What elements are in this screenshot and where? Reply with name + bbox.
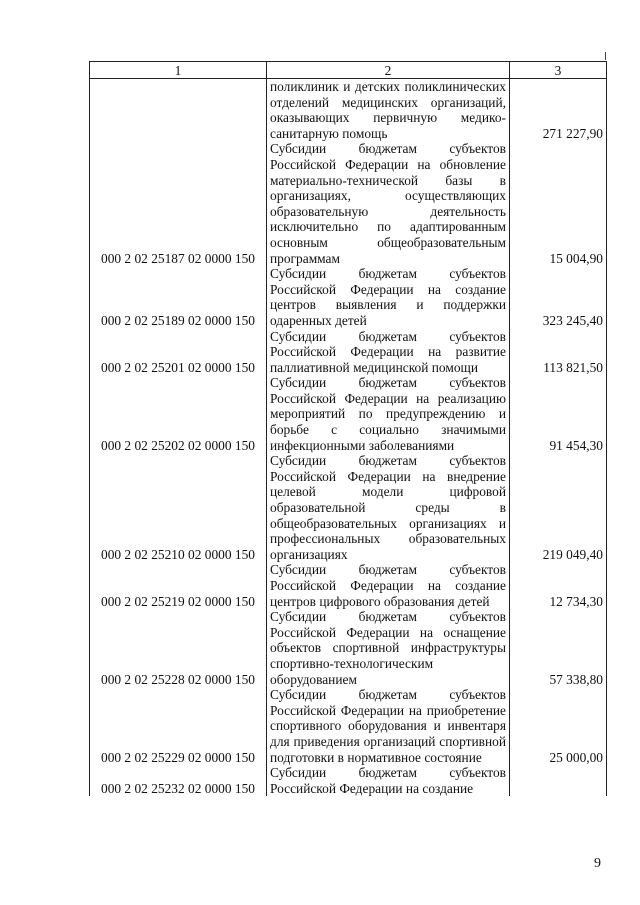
column-header-1: 1 bbox=[90, 62, 267, 79]
subsidy-description: Субсидии бюджетам субъектов Российской Федерации на создание центров цифрового образования детей bbox=[267, 562, 510, 609]
table-row bbox=[90, 329, 607, 376]
amount-cell bbox=[510, 562, 607, 609]
page-number: 9 bbox=[594, 856, 601, 871]
table-header bbox=[90, 62, 607, 79]
subsidy-description: Субсидии бюджетам субъектов Российской Федерации на обновление материально-технической базы в организациях, осуществляющих образовательную деятельность исключительно по адаптированным основным общеобразовательным программам bbox=[267, 141, 510, 266]
budget-code: 000 2 02 25228 02 0000 150 bbox=[90, 609, 267, 687]
subsidy-description: Субсидии бюджетам субъектов Российской Федерации на внедрение целевой модели цифровой образовательной среды в общеобразовательных организациях и профессиональных образовательных организациях bbox=[267, 453, 510, 562]
budget-code: 000 2 02 25219 02 0000 150 bbox=[90, 562, 267, 609]
budget-table bbox=[89, 61, 607, 796]
amount-value: 57 338,80 bbox=[549, 671, 603, 687]
table-row bbox=[90, 266, 607, 328]
amount-cell bbox=[510, 375, 607, 453]
budget-code: 000 2 02 25187 02 0000 150 bbox=[90, 141, 267, 266]
subsidy-description: Субсидии бюджетам субъектов Российской Федерации на приобретение спортивного оборудования и инвентаря для приведения организаций спортивной подготовки в нормативное состояние bbox=[267, 687, 510, 765]
table-row bbox=[90, 375, 607, 453]
amount-value: 15 004,90 bbox=[549, 250, 603, 266]
column-header-3: 3 bbox=[510, 62, 607, 79]
subsidy-description: Субсидии бюджетам субъектов Российской Федерации на развитие паллиативной медицинской помощи bbox=[267, 329, 510, 376]
amount-value: 113 821,50 bbox=[543, 359, 603, 375]
column-header-2: 2 bbox=[267, 62, 510, 79]
table-row bbox=[90, 609, 607, 687]
amount-cell bbox=[510, 141, 607, 266]
amount-value: 323 245,40 bbox=[542, 312, 603, 328]
table-row bbox=[90, 562, 607, 609]
amount-cell bbox=[510, 609, 607, 687]
amount-value: 271 227,90 bbox=[542, 125, 603, 141]
budget-code: 000 2 02 25210 02 0000 150 bbox=[90, 453, 267, 562]
scan-edge-line bbox=[605, 52, 606, 60]
budget-code: 000 2 02 25202 02 0000 150 bbox=[90, 375, 267, 453]
amount-value: 12 734,30 bbox=[549, 593, 603, 609]
amount-cell bbox=[510, 687, 607, 765]
subsidy-description: Субсидии бюджетам субъектов Российской Федерации на реализацию мероприятий по предупреждению и борьбе с социально значимыми инфекционными заболеваниями bbox=[267, 375, 510, 453]
budget-code: 000 2 02 25229 02 0000 150 bbox=[90, 687, 267, 765]
amount-cell bbox=[510, 329, 607, 376]
amount-cell bbox=[510, 453, 607, 562]
subsidy-description: поликлиник и детских поликлинических отделений медицинских организаций, оказывающих первичную медико-санитарную помощь bbox=[267, 79, 510, 142]
budget-code bbox=[90, 79, 267, 142]
table-row bbox=[90, 765, 607, 796]
subsidy-description: Субсидии бюджетам субъектов Российской Федерации на оснащение объектов спортивной инфраструктуры спортивно-технологическим оборудованием bbox=[267, 609, 510, 687]
budget-code: 000 2 02 25232 02 0000 150 bbox=[90, 765, 267, 796]
amount-value: 25 000,00 bbox=[549, 749, 603, 765]
amount-value: 91 454,30 bbox=[549, 437, 603, 453]
amount-cell bbox=[510, 765, 607, 796]
table-row bbox=[90, 453, 607, 562]
budget-code: 000 2 02 25189 02 0000 150 bbox=[90, 266, 267, 328]
table-row bbox=[90, 79, 607, 142]
subsidy-description: Субсидии бюджетам субъектов Российской Федерации на создание центров выявления и поддержки одаренных детей bbox=[267, 266, 510, 328]
budget-code: 000 2 02 25201 02 0000 150 bbox=[90, 329, 267, 376]
amount-cell bbox=[510, 266, 607, 328]
table-row bbox=[90, 687, 607, 765]
subsidy-description: Субсидии бюджетам субъектов Российской Федерации на создание bbox=[267, 765, 510, 796]
table-row bbox=[90, 141, 607, 266]
amount-cell bbox=[510, 79, 607, 142]
table-body bbox=[90, 79, 607, 797]
amount-value: 219 049,40 bbox=[542, 546, 603, 562]
